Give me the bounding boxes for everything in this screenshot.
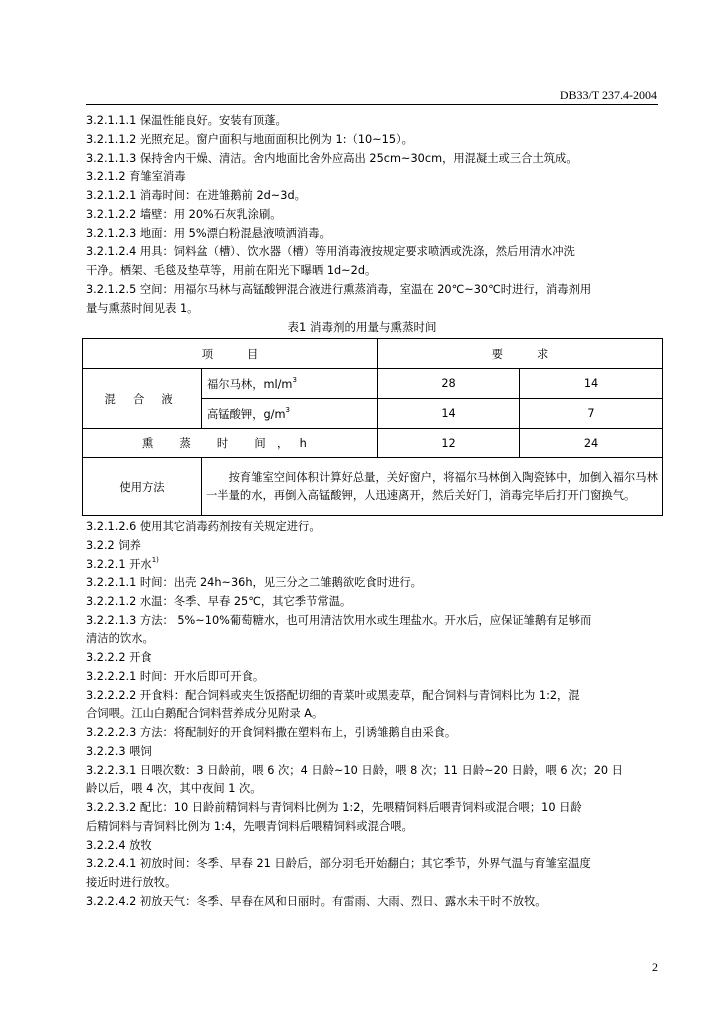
clause-line: 3.2.2.2.2 开食料：配合饲料或夹生饭搭配切细的青菜叶或黑麦草，配合饲料与青饲料比为 1:2，混 [86,689,580,702]
clause-line: 3.2.2.1.3 方法： 5%~10%葡萄糖水，也可用清洁饮用水或生理盐水。开水后，应保证雏鹅有足够而 [86,614,592,627]
table-title: 表1 消毒剂的用量与熏蒸时间 [287,320,437,334]
clause-line: 3.2.2.4.2 初放天气：冬季、早春在风和日丽时。有雷雨、大雨、烈日、露水未干时不放牧。 [86,895,547,908]
method-label: 使用方法 [83,458,202,516]
table-cell: 7 [520,399,663,429]
clause-line: 接近时进行放牧。 [86,876,177,889]
clause-heading: 3.2.2.3 喂饲 [86,745,152,758]
clause-line: 龄以后，喂 4 次，其中夜间 1 次。 [86,782,262,795]
clause-line: 3.2.1.1.2 光照充足。窗户面积与地面面积比例为 1:（10~15）。 [86,133,413,146]
mix-label: 混 合 液 [83,369,202,429]
clause-line: 3.2.2.2.1 时间：开水后即可开食。 [86,670,265,683]
table-cell: 24 [520,429,663,458]
clause-line: 量与熏蒸时间见表 1。 [86,302,199,315]
clause-line: 3.2.2.1.2 水温：冬季、早春 25℃，其它季节常温。 [86,595,352,608]
clause-line: 3.2.2.1.1 时间：出壳 24h~36h，见三分之二雏鹅欲吃食时进行。 [86,576,422,589]
header-item: 项 目 [83,339,378,369]
clause-heading: 3.2.2.1 开水$^{1)}$ [86,556,159,571]
clause-heading: 3.2.1.2 育雏室消毒 [86,170,186,183]
footnote-mark: 1) [151,556,159,564]
table-cell: 14 [520,369,663,399]
clause-line: 3.2.2.2.3 方法：将配制好的开食饲料撒在塑料布上，引诱雏鹅自由采食。 [86,726,457,739]
fumigation-label: 熏 蒸 时 间，h [83,429,378,458]
clause-line: 3.2.1.2.2 墙壁：用 20%石灰乳涂刷。 [86,208,282,221]
clause-line: 清洁的饮水。 [86,632,154,645]
method-text: 按育雏室空间体积计算好总量，关好窗户，将福尔马林倒入陶瓷钵中，加倒入福尔马林一半量的水，再倒入高锰酸钾，人迅速离开，然后关好门，消毒完毕后打开门窗换气。 [202,458,663,516]
clause-heading: 3.2.2 饲养 [86,539,141,552]
clause-line: 3.2.1.2.1 消毒时间：在进雏鹅前 2d~3d。 [86,189,306,202]
clause-line: 3.2.1.1.1 保温性能良好。安装有顶蓬。 [86,114,287,127]
standard-code: DB33/T 237.4-2004 [559,88,657,102]
clause-line: 3.2.1.2.6 使用其它消毒药剂按有关规定进行。 [86,520,321,533]
header-requirement: 要 求 [378,339,663,369]
clause-line: 3.2.1.2.3 地面：用 5%漂白粉混悬液喷洒消毒。 [86,227,331,240]
clause-line: 3.2.1.2.4 用具：饲料盆（槽）、饮水器（槽）等用消毒液按规定要求喷洒或洗涤，然后用清水冲洗 [86,245,575,258]
page-number: 2 [652,960,658,974]
clause-heading: 3.2.2.2 开食 [86,651,152,664]
clause-line: 3.2.2.3.2 配比：10 日龄前精饲料与青饲料比例为 1:2，先喂精饲料后喂青饲料或混合喂；10 日龄 [86,801,582,814]
clause-heading: 3.2.2.4 放牧 [86,839,152,852]
kmno4-label: 高锰酸钾，$g/m^3$ [202,399,378,429]
clause-line: 3.2.1.2.5 空间：用福尔马林与高锰酸钾混合液进行熏蒸消毒，室温在 20℃~30℃时进行，消毒剂用 [86,283,592,296]
clause-line: 3.2.1.1.3 保持舍内干燥、清洁。舍内地面比舍外应高出 25cm~30cm，用混凝土或三合土筑成。 [86,152,578,165]
formalin-label: 福尔马林，$ml/m^3$ [202,369,378,399]
header-rule [86,104,658,105]
clause-line: 合饲喂。江山白鹅配合饲料营养成分见附录 A。 [86,707,324,720]
table-cell: 28 [378,369,520,399]
clause-line: 3.2.2.3.1 日喂次数：3 日龄前，喂 6 次；4 日龄~10 日龄，喂 8 次；11 日龄~20 日龄，喂 6 次；20 日 [86,764,623,777]
disinfectant-table [82,338,663,516]
clause-line: 3.2.2.4.1 初放时间：冬季、早春 21 日龄后，部分羽毛开始翻白；其它季节，外界气温与育雏室温度 [86,857,591,870]
table-cell: 12 [378,429,520,458]
clause-line: 后精饲料与青饲料比例为 1:4，先喂青饲料后喂精饲料或混合喂。 [86,820,413,833]
table-cell: 14 [378,399,520,429]
clause-line: 干净。栖架、毛毯及垫草等，用前在阳光下曝晒 1d~2d。 [86,264,377,277]
